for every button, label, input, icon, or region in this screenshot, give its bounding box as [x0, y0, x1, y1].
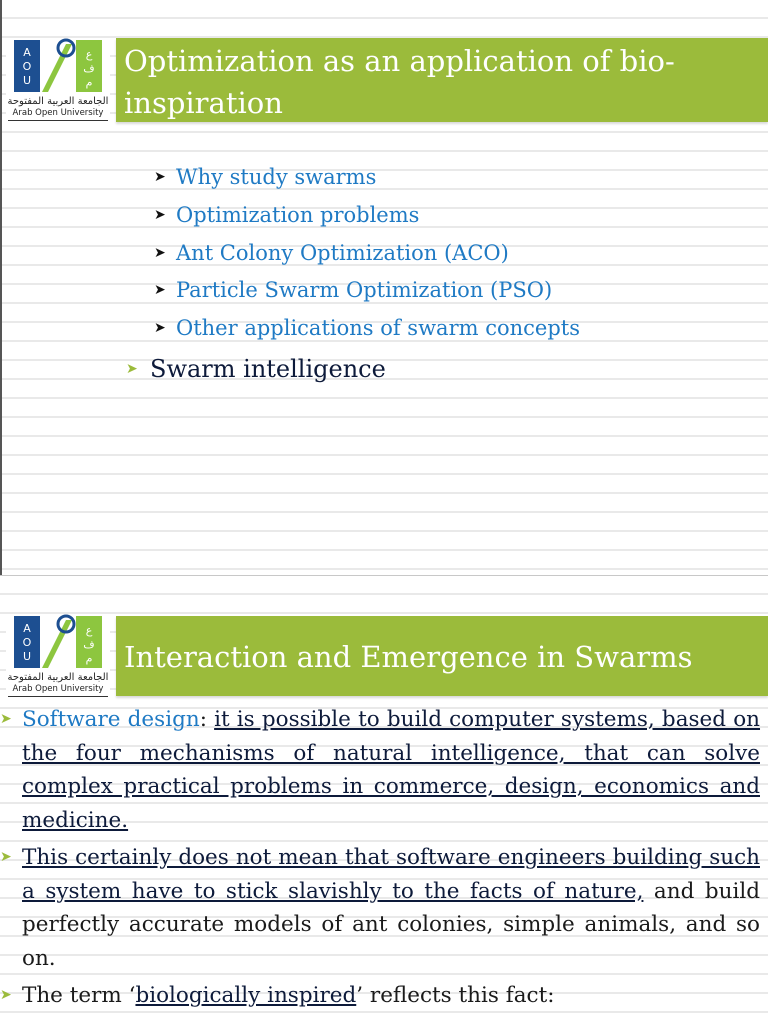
svg-text:A: A	[23, 622, 31, 635]
logo-english-text: Arab Open University	[12, 684, 104, 694]
paragraph-software-design	[0, 703, 761, 837]
university-logo	[6, 614, 110, 698]
underlined-term: biologically inspired	[135, 983, 357, 1008]
svg-text:ع: ع	[85, 48, 93, 61]
arrow-bullet-icon: ➤	[154, 206, 166, 223]
list-item	[154, 158, 580, 196]
svg-text:O: O	[22, 60, 32, 73]
arrow-bullet-icon: ➤	[0, 987, 12, 1003]
underlined-statement: This certainly does not mean that software engineers building such a system have to stick slavishly to the facts of nature,	[22, 845, 760, 904]
list-item-label: Optimization problems	[176, 202, 420, 227]
slide-title: Interaction and Emergence in Swarms	[124, 640, 693, 674]
logo-underline	[8, 120, 108, 121]
svg-text:م: م	[85, 76, 93, 89]
slide-left-border	[0, 0, 2, 576]
arrow-bullet-icon: ➤	[154, 282, 166, 299]
underlined-statement: it is possible to build computer systems, based on the four mechanisms of natural intelligence, that can solve complex practical problems in commerce, design, economics and medicine.	[22, 707, 761, 833]
list-item	[154, 234, 580, 272]
slide-title: Optimization as an application of bio-inspiration	[124, 44, 675, 120]
list-item-label: Other applications of swarm concepts	[176, 316, 580, 341]
svg-text:ف: ف	[83, 638, 95, 651]
list-item-label: Particle Swarm Optimization (PSO)	[176, 278, 553, 303]
arrow-bullet-icon: ➤	[154, 244, 166, 261]
aou-logo-icon	[14, 614, 102, 670]
term-colon: :	[199, 707, 215, 732]
arrow-bullet-icon: ➤	[154, 169, 166, 185]
paragraph-rest: and build perfectly accurate models of ant colonies, simple animals, and so on.	[22, 878, 760, 971]
slide-title-bar	[116, 38, 768, 122]
list-item	[154, 196, 580, 234]
logo-underline	[8, 696, 108, 697]
slide-title-bar	[116, 616, 768, 696]
logo-english-text: Arab Open University	[12, 108, 104, 118]
logo-arabic-text: الجامعة العربية المفتوحة	[7, 672, 109, 683]
arrow-bullet-icon: ➤	[126, 361, 138, 377]
paragraph-after: ’ reflects this fact:	[356, 983, 555, 1008]
arrow-bullet-icon: ➤	[0, 849, 12, 865]
svg-text:ف: ف	[83, 62, 95, 75]
arrow-bullet-icon: ➤	[0, 711, 12, 727]
main-topic-label: Swarm intelligence	[150, 355, 386, 383]
logo-arabic-text: الجامعة العربية المفتوحة	[7, 96, 109, 107]
slide-body	[0, 703, 761, 1013]
arrow-bullet-icon: ➤	[154, 320, 166, 337]
list-item	[154, 271, 580, 309]
list-item-label: Ant Colony Optimization (ACO)	[176, 240, 509, 265]
svg-text:U: U	[22, 650, 32, 663]
slide-2	[0, 576, 768, 1024]
university-logo	[6, 38, 110, 122]
list-item-label: Why study swarms	[176, 165, 377, 189]
paragraph-before: The term ‘	[22, 983, 136, 1008]
paragraph-engineers	[0, 841, 760, 975]
svg-text:ع: ع	[85, 624, 93, 637]
svg-text:U: U	[22, 74, 32, 87]
aou-logo-icon	[14, 38, 102, 94]
svg-text:م: م	[85, 652, 93, 665]
paragraph-bio-inspired	[0, 979, 760, 1013]
term-software-design: Software design	[22, 707, 200, 732]
sub-topic-list	[154, 158, 580, 347]
main-topic	[126, 350, 386, 388]
list-item	[154, 309, 580, 347]
svg-text:A: A	[23, 46, 31, 59]
svg-text:O: O	[22, 636, 32, 649]
